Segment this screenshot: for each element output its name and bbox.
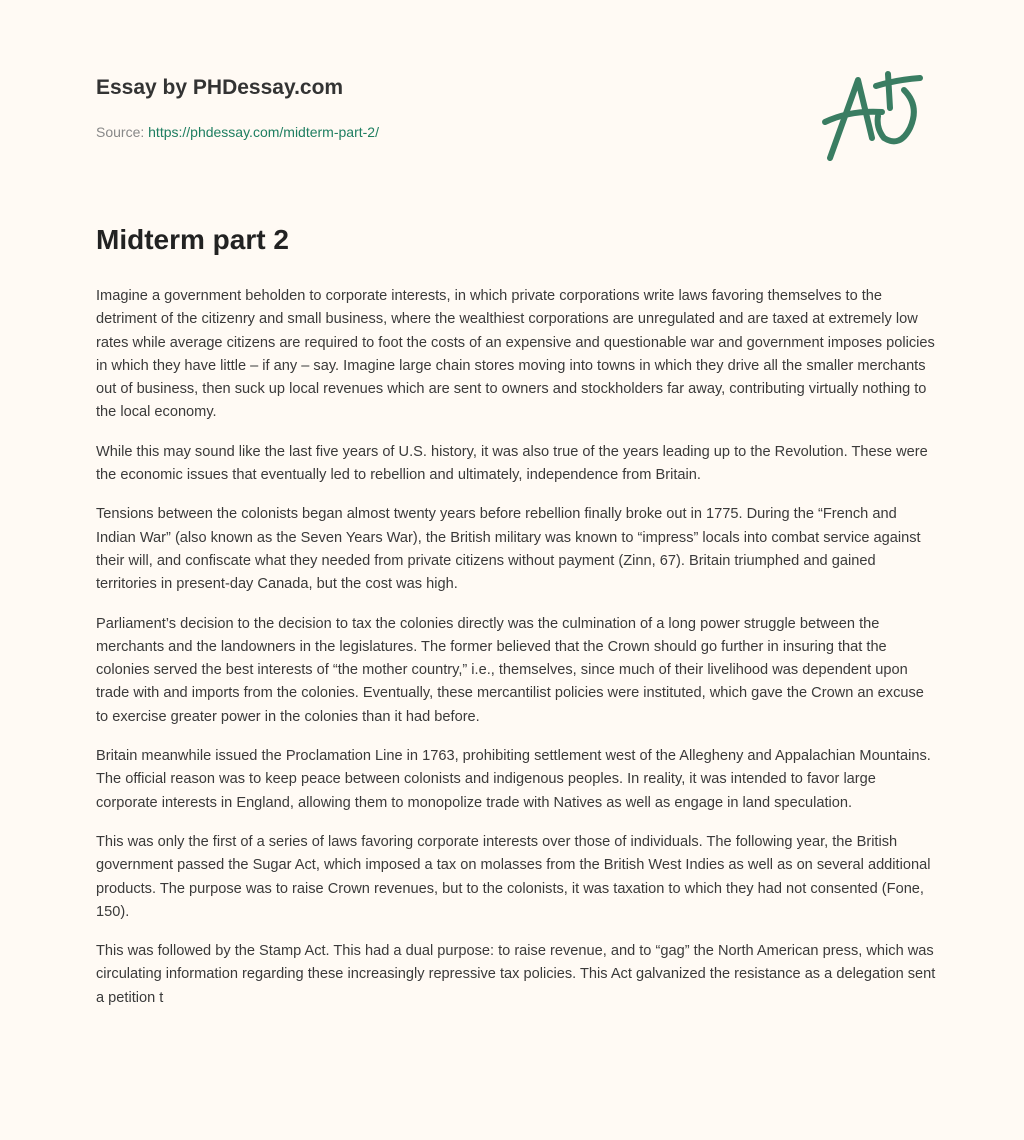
paragraph: Tensions between the colonists began almost twenty years before rebellion finally broke out in 1775. During the “French and Indian War” (also known as the Seven Years War), the British military was known to “impress” locals into combat service against their will, and confiscate what they needed from private citizens without payment (Zinn, 67). Britain triumphed and gained territories in present-day Canada, but the cost was high. (96, 506, 921, 593)
paragraph: This was followed by the Stamp Act. This had a dual purpose: to raise revenue, and to “gag” the North American press, which was circulating information regarding these increasingly repressive tax policies. This Act galvanized the resistance as a delegation sent a petition t (96, 943, 936, 1006)
a-plus-logo-icon (820, 66, 930, 166)
paragraph: Britain meanwhile issued the Proclamation Line in 1763, prohibiting settlement west of the Allegheny and Appalachian Mountains. The official reason was to keep peace between colonists and indigenous peoples. In reality, it was intended to favor large corporate interests in England, allowing them to monopolize trade with Natives as well as engage in land speculation. (96, 748, 931, 811)
article-title: Midterm part 2 (96, 224, 289, 255)
source-label: Source: (96, 124, 145, 140)
article-body (96, 285, 936, 1026)
paragraph: Parliament’s decision to the decision to tax the colonies directly was the culmination of a long power struggle between the merchants and the landowners in the legislatures. The former believed that the Crown should go further in insuring that the colonies served the best interests of “the mother country,” i.e., themselves, since much of their livelihood was dependent upon trade with and imports from the colonies. Eventually, these mercantilist policies were instituted, which gave the Crown an excuse to exercise greater power in the colonies than it had before. (96, 615, 924, 725)
source-line (96, 124, 379, 140)
site-title: Essay by PHDessay.com (96, 76, 344, 99)
paragraph: This was only the first of a series of laws favoring corporate interests over those of individuals. The following year, the British government passed the Sugar Act, which imposed a tax on molasses from the British West Indies as well as on several additional products. The purpose was to raise Crown revenues, but to the colonists, it was taxation to which they had not consented (Fone, 150). (96, 833, 931, 920)
source-link[interactable]: https://phdessay.com/midterm-part-2/ (148, 124, 379, 140)
paragraph: Imagine a government beholden to corporate interests, in which private corporations write laws favoring themselves to the detriment of the citizenry and small business, where the wealthiest corporations are unregulated and are taxed at extremely low rates while average citizens are required to foot the costs of an expensive and questionable war and government imposes policies in which they have little – if any – say. Imagine large chain stores moving into towns in which they drive all the smaller merchants out of business, then suck up local revenues which are sent to owners and stockholders far away, contributing virtually nothing to the local economy. (96, 288, 935, 421)
paragraph: While this may sound like the last five years of U.S. history, it was also true of the years leading up to the Revolution. These were the economic issues that eventually led to rebellion and ultimately, independence from Britain. (96, 443, 928, 484)
header (96, 76, 343, 100)
